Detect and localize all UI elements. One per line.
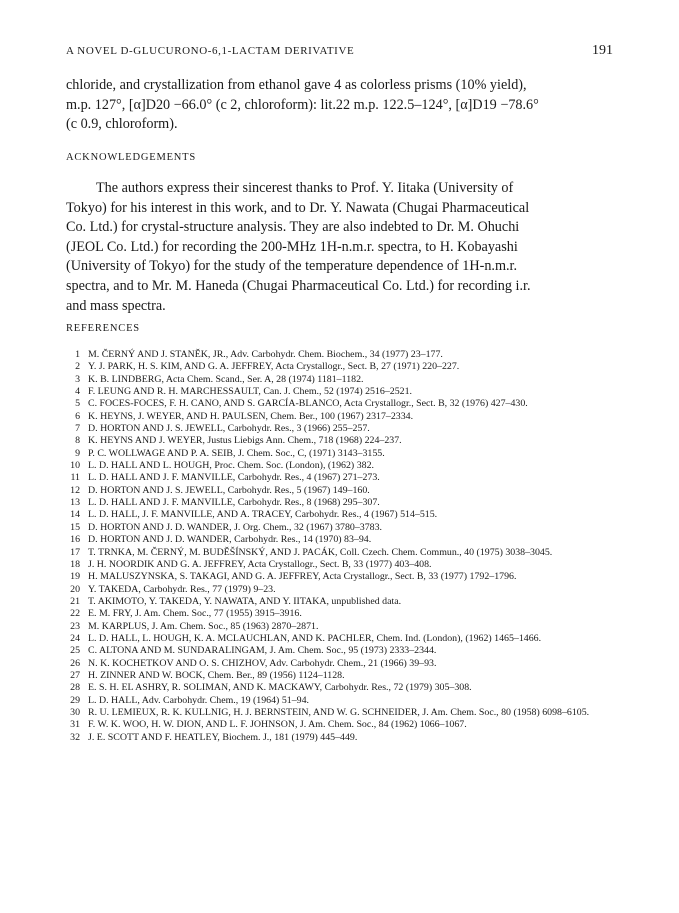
reference-text: T. AKIMOTO, Y. TAKEDA, Y. NAWATA, AND Y. IITAKA, unpublished data. — [88, 595, 402, 607]
reference-number: 24 — [70, 632, 80, 644]
reference-text: L. D. HALL AND J. F. MANVILLE, Carbohydr. Res., 4 (1967) 271–273. — [88, 472, 380, 484]
reference-item — [66, 460, 626, 472]
reference-item — [66, 534, 626, 546]
reference-text: L. D. HALL, J. F. MANVILLE, AND A. TRACEY, Carbohydr. Res., 4 (1967) 514–515. — [88, 509, 438, 521]
reference-item — [66, 374, 626, 386]
reference-item — [66, 707, 626, 719]
reference-item — [66, 411, 626, 423]
reference-item — [66, 559, 626, 571]
reference-number: 17 — [70, 546, 80, 558]
acknowledgements-heading: ACKNOWLEDGEMENTS — [66, 152, 197, 163]
intro-line: (c 0.9, chloroform). — [66, 116, 178, 133]
reference-item — [66, 719, 626, 731]
reference-item — [66, 608, 626, 620]
reference-number: 9 — [75, 447, 80, 459]
ack-line: (University of Tokyo) for the study of the temperature dependence of 1H-n.m.r. — [66, 258, 518, 275]
ack-line: The authors express their sincerest thanks to Prof. Y. Iitaka (University of — [96, 180, 514, 196]
reference-text: L. D. HALL, L. HOUGH, K. A. MCLAUCHLAN, AND K. PACHLER, Chem. Ind. (London), (1962) 1465–1466. — [88, 632, 542, 644]
running-title: A NOVEL D-GLUCURONO-6,1-LACTAM DERIVATIVE — [66, 45, 355, 57]
reference-number: 19 — [70, 571, 80, 583]
reference-number: 16 — [70, 534, 80, 546]
reference-number: 20 — [70, 583, 80, 595]
reference-item — [66, 349, 626, 361]
reference-number: 27 — [70, 669, 80, 681]
reference-text: D. HORTON AND J. S. JEWELL, Carbohydr. Res., 3 (1966) 255–257. — [88, 423, 370, 435]
reference-number: 26 — [70, 657, 80, 669]
intro-line: m.p. 127°, [α]D20 −66.0° (c 2, chloroform): lit.22 m.p. 122.5–124°, [α]D19 −78.6° — [66, 96, 539, 113]
running-header — [66, 45, 613, 61]
intro-paragraph — [66, 76, 613, 135]
reference-text: L. D. HALL AND J. F. MANVILLE, Carbohydr. Res., 8 (1968) 295–307. — [88, 497, 380, 509]
reference-number: 32 — [70, 731, 80, 743]
reference-number: 12 — [70, 484, 80, 496]
ack-line: Co. Ltd.) for crystal-structure analysis. They are also indebted to Dr. M. Ohuchi — [66, 219, 520, 236]
reference-number: 11 — [70, 472, 80, 484]
reference-number: 31 — [70, 719, 80, 731]
reference-number: 23 — [70, 620, 80, 632]
reference-text: H. ZINNER AND W. BOCK, Chem. Ber., 89 (1956) 1124–1128. — [88, 669, 345, 681]
page-number: 191 — [592, 43, 613, 58]
reference-text: F. W. K. WOO, H. W. DION, AND L. F. JOHNSON, J. Am. Chem. Soc., 84 (1962) 1066–1067. — [88, 719, 467, 731]
reference-text: J. H. NOORDIK AND G. A. JEFFREY, Acta Crystallogr., Sect. B, 33 (1977) 403–408. — [88, 558, 432, 570]
reference-number: 22 — [70, 608, 80, 620]
reference-text: C. ALTONA AND M. SUNDARALINGAM, J. Am. Chem. Soc., 95 (1973) 2333–2344. — [88, 645, 437, 657]
reference-item — [66, 621, 626, 633]
ack-line: spectra, and to Mr. M. Haneda (Chugai Pharmaceutical Co. Ltd.) for recording i.r. — [66, 277, 531, 294]
acknowledgements-paragraph — [66, 179, 613, 316]
reference-number: 10 — [70, 460, 80, 472]
reference-item — [66, 485, 626, 497]
reference-text: H. MALUSZYNSKA, S. TAKAGI, AND G. A. JEFFREY, Acta Crystallogr., Sect. B, 33 (1977) 1792–1796. — [88, 571, 517, 583]
ack-line: Tokyo) for his interest in this work, and to Dr. Y. Nawata (Chugai Pharmaceutical — [66, 199, 530, 216]
reference-text: F. LEUNG AND R. H. MARCHESSAULT, Can. J. Chem., 52 (1974) 2516–2521. — [88, 386, 412, 398]
reference-text: C. FOCES-FOCES, F. H. CANO, AND S. GARCÍA-BLANCO, Acta Crystallogr., Sect. B, 32 (1976) 427–430. — [88, 398, 528, 410]
reference-text: D. HORTON AND J. S. JEWELL, Carbohydr. Res., 5 (1967) 149–160. — [88, 484, 370, 496]
reference-item — [66, 398, 626, 410]
reference-text: L. D. HALL AND L. HOUGH, Proc. Chem. Soc. (London), (1962) 382. — [88, 460, 374, 472]
reference-text: L. D. HALL, Adv. Carbohydr. Chem., 19 (1964) 51–94. — [88, 694, 309, 706]
reference-text: J. E. SCOTT AND F. HEATLEY, Biochem. J., 181 (1979) 445–449. — [88, 731, 358, 743]
reference-text: K. HEYNS, J. WEYER, AND H. PAULSEN, Chem. Ber., 100 (1967) 2317–2334. — [88, 410, 414, 422]
intro-line: chloride, and crystallization from ethanol gave 4 as colorless prisms (10% yield), — [66, 77, 527, 93]
reference-item — [66, 361, 626, 373]
reference-number: 28 — [70, 682, 80, 694]
reference-item — [66, 423, 626, 435]
reference-number: 25 — [70, 645, 80, 657]
reference-number: 14 — [70, 509, 80, 521]
reference-item — [66, 633, 626, 645]
reference-number: 8 — [75, 435, 80, 447]
reference-item — [66, 386, 626, 398]
reference-number: 4 — [75, 386, 80, 398]
ack-line: (JEOL Co. Ltd.) for recording the 200-MHz 1H-n.m.r. spectra, to H. Kobayashi — [66, 238, 518, 255]
reference-text: Y. J. PARK, H. S. KIM, AND G. A. JEFFREY, Acta Crystallogr., Sect. B, 27 (1971) 220–227. — [88, 361, 460, 373]
reference-item — [66, 522, 626, 534]
reference-item — [66, 472, 626, 484]
reference-item — [66, 584, 626, 596]
reference-item — [66, 695, 626, 707]
reference-number: 29 — [70, 694, 80, 706]
reference-text: K. HEYNS AND J. WEYER, Justus Liebigs Ann. Chem., 718 (1968) 224–237. — [88, 435, 402, 447]
reference-number: 5 — [75, 398, 80, 410]
reference-number: 1 — [75, 349, 80, 360]
reference-number: 2 — [75, 361, 80, 373]
references-heading: REFERENCES — [66, 323, 140, 334]
reference-item — [66, 547, 626, 559]
reference-item — [66, 670, 626, 682]
reference-text: N. K. KOCHETKOV AND O. S. CHIZHOV, Adv. Carbohydr. Chem., 21 (1966) 39–93. — [88, 657, 437, 669]
reference-text: K. B. LINDBERG, Acta Chem. Scand., Ser. A, 28 (1974) 1181–1182. — [88, 373, 364, 385]
reference-text: M. ČERNÝ AND J. STANĚK, JR., Adv. Carbohydr. Chem. Biochem., 34 (1977) 23–177. — [88, 349, 443, 360]
reference-item — [66, 682, 626, 694]
reference-text: E. S. H. EL ASHRY, R. SOLIMAN, AND K. MACKAWY, Carbohydr. Res., 72 (1979) 305–308. — [88, 682, 472, 694]
reference-item — [66, 571, 626, 583]
reference-number: 3 — [75, 373, 80, 385]
reference-number: 15 — [70, 521, 80, 533]
reference-text: D. HORTON AND J. D. WANDER, J. Org. Chem., 32 (1967) 3780–3783. — [88, 521, 383, 533]
reference-number: 13 — [70, 497, 80, 509]
reference-number: 7 — [75, 423, 80, 435]
reference-number: 30 — [70, 706, 80, 718]
reference-text: D. HORTON AND J. D. WANDER, Carbohydr. Res., 14 (1970) 83–94. — [88, 534, 372, 546]
reference-text: M. KARPLUS, J. Am. Chem. Soc., 85 (1963) 2870–2871. — [88, 620, 319, 632]
reference-item — [66, 732, 626, 744]
reference-text: Y. TAKEDA, Carbohydr. Res., 77 (1979) 9–23. — [88, 583, 276, 595]
reference-item — [66, 497, 626, 509]
reference-number: 18 — [70, 558, 80, 570]
reference-item — [66, 435, 626, 447]
reference-item — [66, 658, 626, 670]
reference-text: E. M. FRY, J. Am. Chem. Soc., 77 (1955) 3915–3916. — [88, 608, 302, 620]
reference-number: 6 — [75, 410, 80, 422]
reference-item — [66, 509, 626, 521]
reference-list — [66, 349, 626, 744]
reference-number: 21 — [70, 595, 80, 607]
reference-text: R. U. LEMIEUX, R. K. KULLNIG, H. J. BERNSTEIN, AND W. G. SCHNEIDER, J. Am. Chem. Soc., 80 (1958) 6098–6105. — [88, 706, 590, 718]
reference-item — [66, 596, 626, 608]
ack-line: and mass spectra. — [66, 297, 166, 314]
reference-text: T. TRNKA, M. ČERNÝ, M. BUDĚŠÍNSKÝ, AND J. PACÁK, Coll. Czech. Chem. Commun., 40 (1975) 3038–3045. — [88, 546, 553, 558]
reference-item — [66, 448, 626, 460]
reference-item — [66, 645, 626, 657]
reference-text: P. C. WOLLWAGE AND P. A. SEIB, J. Chem. Soc., C, (1971) 3143–3155. — [88, 447, 385, 459]
